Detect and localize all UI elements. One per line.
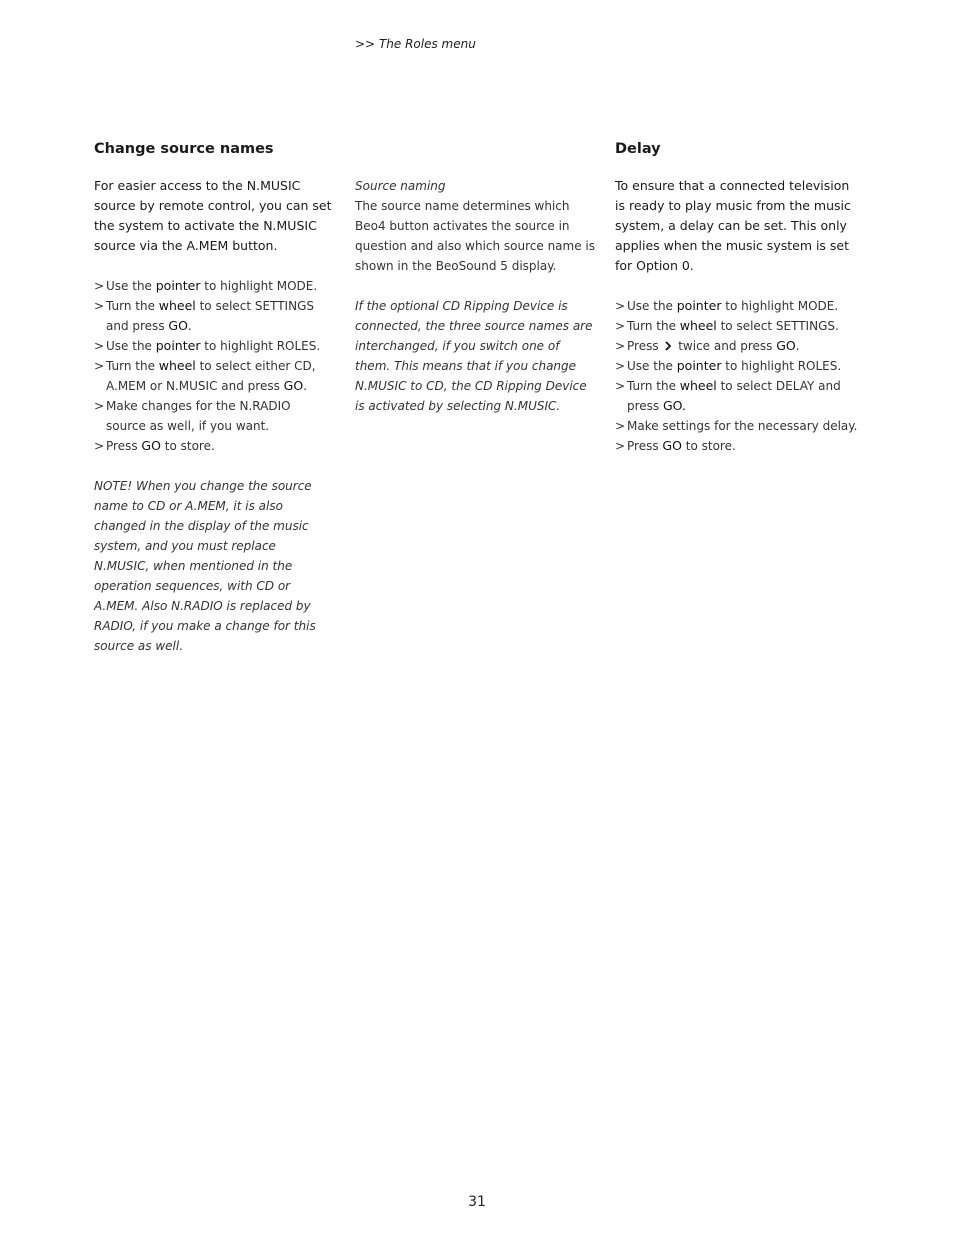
intro-paragraph: For easier access to the N.MUSIC source by remote control, you can set the system to activate the N.MUSIC source via the A.MEM button. bbox=[94, 178, 332, 253]
step-item: > Turn the wheel to select SETTINGS and press GO. bbox=[94, 298, 314, 333]
step-item: > Make settings for the necessary delay. bbox=[615, 419, 858, 433]
pointer-key: pointer bbox=[155, 338, 201, 353]
breadcrumb-title: The Roles menu bbox=[378, 37, 476, 51]
step-item: > Press twice and press GO. bbox=[615, 338, 800, 353]
pointer-key: pointer bbox=[676, 298, 722, 313]
wheel-key: wheel bbox=[679, 378, 717, 393]
step-item: > Press GO to store. bbox=[94, 438, 215, 453]
go-key: GO bbox=[141, 438, 161, 453]
step-item: > Use the pointer to highlight ROLES. bbox=[615, 358, 842, 373]
step-item: > Use the pointer to highlight ROLES. bbox=[94, 338, 321, 353]
steps-list bbox=[615, 296, 860, 456]
note-paragraph: If the optional CD Ripping Device is connected, the three source names are interchanged, if you switch one of them. This means that if you change N.MUSIC to CD, the CD Ripping Device is activated by selecting N.MUSIC. bbox=[355, 299, 593, 413]
step-item: > Use the pointer to highlight MODE. bbox=[615, 298, 839, 313]
page-number: 31 bbox=[468, 1194, 486, 1210]
step-item: > Press GO to store. bbox=[615, 438, 736, 453]
go-key: GO bbox=[283, 378, 304, 393]
go-key: GO bbox=[168, 318, 188, 333]
wheel-key: wheel bbox=[158, 298, 196, 313]
go-key: GO bbox=[662, 438, 682, 453]
section-heading: Change source names bbox=[94, 141, 274, 157]
note-paragraph: NOTE! When you change the source name to CD or A.MEM, it is also changed in the display of the music system, and you must replace N.MUSIC, when mentioned in the operation sequences, with CD or A.MEM. Also N.RADIO is replaced by RADIO, if you make a change for this source as well. bbox=[94, 479, 316, 653]
section-heading: Delay bbox=[615, 141, 661, 157]
body-paragraph: The source name determines which Beo4 button activates the source in question and also which source name is shown in the BeoSound 5 display. bbox=[355, 199, 596, 273]
breadcrumb bbox=[355, 36, 476, 52]
wheel-key: wheel bbox=[679, 318, 717, 333]
right-arrow-icon bbox=[663, 341, 673, 351]
step-item: > Use the pointer to highlight MODE. bbox=[94, 278, 318, 293]
steps-list bbox=[94, 276, 334, 456]
go-key: GO. bbox=[663, 398, 686, 413]
step-item: > Turn the wheel to select either CD, A.MEM or N.MUSIC and press GO. bbox=[94, 358, 316, 393]
go-key: GO bbox=[776, 338, 796, 353]
pointer-key: pointer bbox=[155, 278, 201, 293]
pointer-key: pointer bbox=[676, 358, 722, 373]
subheading: Source naming bbox=[355, 179, 446, 193]
step-item: > Turn the wheel to select SETTINGS. bbox=[615, 318, 839, 333]
step-item: > Turn the wheel to select DELAY and press GO. bbox=[615, 378, 841, 413]
step-item: > Make changes for the N.RADIO source as well, if you want. bbox=[94, 399, 291, 433]
wheel-key: wheel bbox=[158, 358, 196, 373]
breadcrumb-separator: >> bbox=[355, 37, 376, 51]
intro-paragraph: To ensure that a connected television is ready to play music from the music system, a delay can be set. This only applies when the music system is set for Option 0. bbox=[615, 178, 851, 273]
